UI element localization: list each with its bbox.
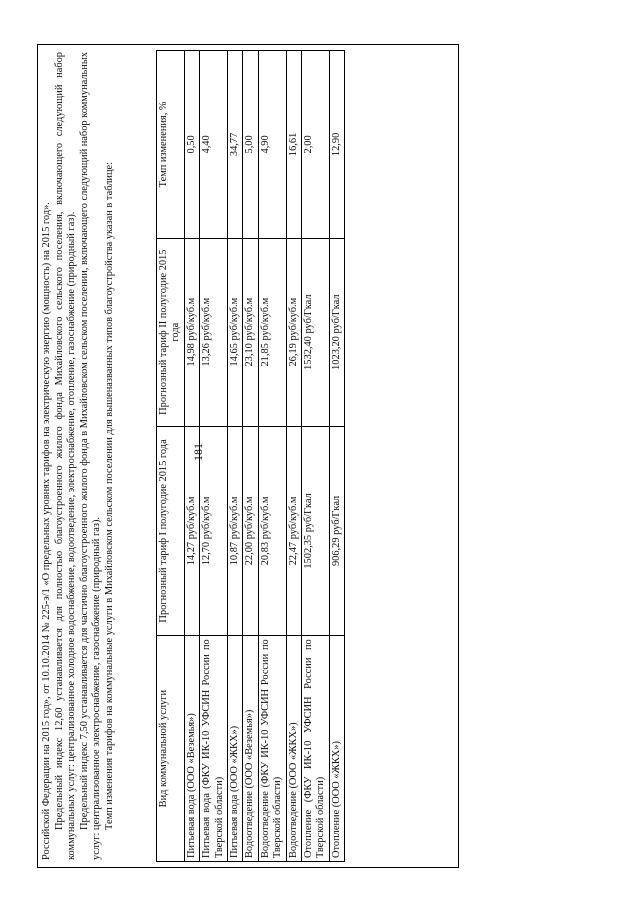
table-row xyxy=(200,51,228,862)
header-service: Вид коммунальной услуги xyxy=(157,636,185,862)
tariff-h1-cell: 12,70 руб/куб.м xyxy=(200,426,228,636)
tariff-h2-cell: 14,65 руб/куб.м xyxy=(228,238,243,426)
paragraph: Темп изменения тарифов на коммунальные услуги в Михайловском сельском поселении для вышеназванных типов благоустройства указан в таблице: xyxy=(103,161,115,830)
page-content xyxy=(37,44,459,868)
tariff-h1-cell: 20,83 руб/куб.м xyxy=(258,426,286,636)
tariff-h2-cell: 21,85 руб/куб.м xyxy=(258,238,286,426)
table-row xyxy=(228,51,243,862)
paragraph: Предельный индекс 7,50 устанавливается для частично благоустроенного жилого фонда в Михайловском сельском поселении, включающего следующий набор коммунальных услуг: централизованное электроснабжение, газоснабжение (природный газ). xyxy=(78,52,103,860)
service-cell: Питьевая вода (ООО «ЖКХ») xyxy=(228,636,243,862)
tariff-h2-cell: 14,98 руб/куб.м xyxy=(184,238,199,426)
change-rate-cell: 0,50 xyxy=(184,51,199,239)
change-rate-cell: 4,40 xyxy=(200,51,228,239)
service-cell: Водоотведение (ООО «Веземья») xyxy=(243,636,258,862)
table-row xyxy=(184,51,199,862)
tariff-h1-cell: 14,27 руб/куб.м xyxy=(184,426,199,636)
body-text xyxy=(41,52,117,860)
change-rate-cell: 16,61 xyxy=(286,51,301,239)
service-cell: Водоотведение (ФКУ ИК-10 УФСИН России по Тверской области) xyxy=(258,636,286,862)
tariff-h1-cell: 906,29 руб/Гкал xyxy=(329,426,344,636)
table-row xyxy=(329,51,344,862)
service-cell: Отопление (ФКУ ИК-10 УФСИН России по Тверской области) xyxy=(302,636,330,862)
table-row xyxy=(286,51,301,862)
service-cell: Питьевая вода (ООО «Веземья») xyxy=(184,636,199,862)
table-row xyxy=(258,51,286,862)
header-tariff-h1: Прогнозный тариф I полугодие 2015 года xyxy=(157,426,185,636)
change-rate-cell: 2,00 xyxy=(302,51,330,239)
change-rate-cell: 5,00 xyxy=(243,51,258,239)
tariff-h1-cell: 10,87 руб/куб.м xyxy=(228,426,243,636)
page-number: 181 xyxy=(191,443,205,461)
service-cell: Отопление (ООО «ЖКХ») xyxy=(329,636,344,862)
tariff-h2-cell: 1532,40 руб/Гкал xyxy=(302,238,330,426)
tariff-h2-cell: 23,10 руб/куб.м xyxy=(243,238,258,426)
header-change-rate: Темп изменения, % xyxy=(157,51,185,239)
change-rate-cell: 34,77 xyxy=(228,51,243,239)
table-row xyxy=(243,51,258,862)
table-row xyxy=(302,51,330,862)
tariff-h2-cell: 1023,20 руб/Гкал xyxy=(329,238,344,426)
tariff-table xyxy=(156,50,345,862)
tariff-h1-cell: 1502,35 руб/Гкал xyxy=(302,426,330,636)
table-header-row xyxy=(157,51,185,862)
change-rate-cell: 12,90 xyxy=(329,51,344,239)
tariff-h2-cell: 13,26 руб/куб.м xyxy=(200,238,228,426)
tariff-h1-cell: 22,00 руб/куб.м xyxy=(243,426,258,636)
change-rate-cell: 4,90 xyxy=(258,51,286,239)
header-tariff-h2: Прогнозный тариф II полугодие 2015 года xyxy=(157,238,185,426)
tariff-h1-cell: 22,47 руб/куб.м xyxy=(286,426,301,636)
service-cell: Питьевая вода (ФКУ ИК-10 УФСИН России по Тверской области) xyxy=(200,636,228,862)
service-cell: Водоотведение (ООО «ЖКХ») xyxy=(286,636,301,862)
paragraph: Предельный индекс 12,60 устанавливается для полностью благоустроенного жилого фонда Михайловского сельского поселения, включающего следующий набор коммунальных услуг: централизованное холодное водоснабжение, водоотведение, электроснабжение, отопление, газоснабжение (природный газ). xyxy=(53,52,78,860)
paragraph: Российской Федерации на 2015 год», от 10.10.2014 № 225-э/1 «О предельных уровнях тарифов на электрическую энергию (мощность) на 2015 год». xyxy=(41,202,52,860)
tariff-h2-cell: 26,19 руб/куб.м xyxy=(286,238,301,426)
